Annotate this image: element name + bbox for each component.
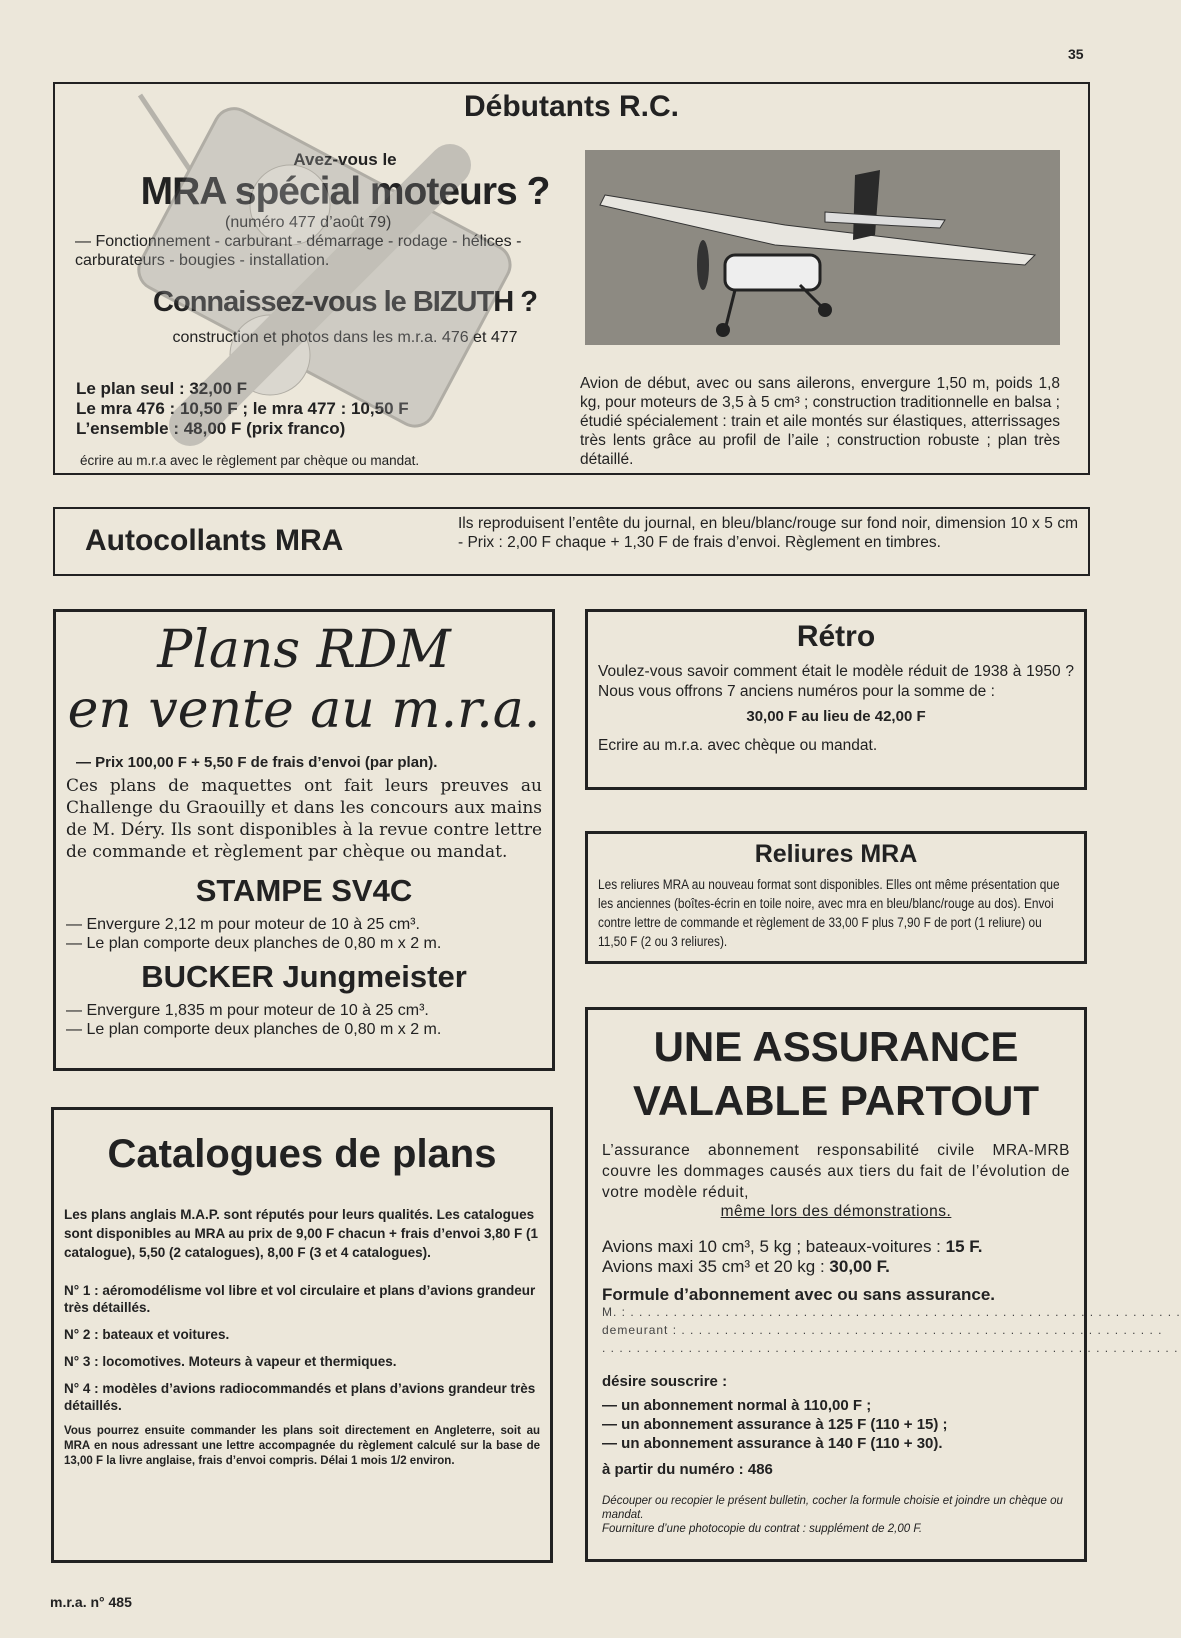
assurance-title-2: VALABLE PARTOUT (633, 1077, 1039, 1124)
catalogues-intro: Les plans anglais M.A.P. sont réputés pour leurs qualités. Les catalogues sont disponibles au MRA au prix de 9,00 F chacun + frais d’envoi 3,80 F (1 catalogue), 5,50 (2 catalogues), 8,00 F (3 et 4 catalogues). (64, 1207, 538, 1260)
assurance-emphasis: même lors des démonstrations. (720, 1203, 952, 1220)
model-stampe-title: STAMPE SV4C (195, 873, 413, 908)
model-bucker-title: BUCKER Jungmeister (141, 959, 467, 994)
retro-text: Voulez-vous savoir comment était le modèle réduit de 1938 à 1950 ? Nous vous offrons 7 anciens numéros pour la somme de : (598, 663, 1074, 700)
reliures-title: Reliures MRA (754, 840, 918, 868)
subscription-option[interactable]: — un abonnement assurance à 140 F (110 + 30). (602, 1435, 943, 1452)
assurance-note-1: Découper ou recopier le présent bulletin, cocher la formule choisie et joindre un chèque ou mandat. (602, 1495, 1063, 1521)
autocollants-text: Ils reproduisent l’entête du journal, en bleu/blanc/rouge sur fond noir, dimension 10 x 5 cm - Prix : 2,00 F chaque + 1,30 F de frais d’envoi. Règlement en timbres. (458, 515, 1078, 551)
reliures-box (585, 831, 1087, 964)
address-field-2[interactable]: . . . . . . . . . . . . . . . . . . . . . . . . . . . . . . . . . . . . . . . . . . . . . . . . . . . . . . . . . . . . . . . . . . . (602, 1341, 1179, 1355)
rate-2-price: 30,00 F. (829, 1257, 890, 1276)
headline-mra-special: MRA spécial moteurs ? (140, 170, 550, 213)
name-label: M. : (602, 1305, 626, 1319)
stampe-line: — Le plan comporte deux planches de 0,80 m x 2 m. (66, 935, 442, 952)
price-ensemble: L’ensemble : 48,00 F (prix franco) (76, 419, 346, 438)
assurance-title-1: UNE ASSURANCE (653, 1023, 1019, 1070)
catalogues-box (51, 1107, 553, 1563)
rate-1-price: 15 F. (945, 1237, 983, 1256)
rate-1-text: Avions maxi 10 cm³, 5 kg ; bateaux-voitures : (602, 1237, 946, 1256)
order-note: écrire au m.r.a avec le règlement par chèque ou mandat. (80, 453, 420, 468)
catalogue-item: N° 2 : bateaux et voitures. (64, 1327, 230, 1342)
assurance-note-2: Fourniture d’une photocopie du contrat : supplément de 2,00 F. (602, 1523, 923, 1535)
bucker-line: — Envergure 1,835 m pour moteur de 10 à 25 cm³. (66, 1002, 429, 1019)
retro-order: Ecrire au m.r.a. avec chèque ou mandat. (598, 737, 878, 754)
reliures-text: Les reliures MRA au nouveau format sont disponibles. Elles ont même présentation que les anciennes (boîtes-écrin en toile noire, avec mra en bleu/blanc/rouge au dos). Envoi contre lettre de commande et règlement de 33,00 F plus 7,90 F de port (1 reliure) ou 11,50 F (2 ou 3 reliures). (598, 877, 1060, 949)
headline-bizuth: Connaissez-vous le BIZUTH ? (153, 286, 537, 318)
plans-rdm-box (53, 609, 555, 1071)
issue-note: (numéro 477 d’août 79) (225, 214, 392, 231)
retro-price: 30,00 F au lieu de 42,00 F (746, 708, 926, 725)
kicker: Avez-vous le (293, 150, 397, 169)
catalogues-title: Catalogues de plans (107, 1132, 497, 1176)
catalogue-item: N° 4 : modèles d’avions radiocommandés et plans d’avions grandeur très détaillés. (64, 1381, 536, 1413)
stampe-line: — Envergure 2,12 m pour moteur de 10 à 25 cm³. (66, 916, 420, 933)
page-number: 35 (1068, 46, 1084, 62)
autocollants-box (53, 507, 1090, 576)
topics: — Fonctionnement - carburant - démarrage - rodage - hélices - carburateurs - bougies - installation. (75, 233, 522, 269)
name-field[interactable]: M. : . . . . . . . . . . . . . . . . . . . . . . . . . . . . . . . . . . . . . . . . . . . . . . . . . . . . . . . . . . . . . . . . (602, 1305, 1181, 1319)
catalogue-item: N° 3 : locomotives. Moteurs à vapeur et thermiques. (64, 1354, 397, 1369)
retro-box (585, 609, 1087, 790)
subscription-option[interactable]: — un abonnement assurance à 125 F (110 + 15) ; (602, 1416, 948, 1433)
assurance-intro: L’assurance abonnement responsabilité civile MRA-MRB couvre les dommages causés aux tiers du fait de l’évolution de votre modèle réduit, (602, 1142, 1070, 1201)
model-airplane-photo (585, 150, 1060, 345)
subscription-option[interactable]: — un abonnement normal à 110,00 F ; (602, 1397, 872, 1414)
plans-rdm-title: Plans RDM (157, 620, 451, 680)
rate-2-text: Avions maxi 35 cm³ et 20 kg : (602, 1257, 830, 1276)
debutants-title: Débutants R.C. (463, 90, 679, 123)
address-label: demeurant : (602, 1323, 678, 1337)
subscribe-label: désire souscrire : (602, 1373, 728, 1390)
price-mra: Le mra 476 : 10,50 F ; le mra 477 : 10,50 F (76, 399, 409, 418)
bucker-line: — Le plan comporte deux planches de 0,80 m x 2 m. (66, 1021, 442, 1038)
plane-description: Avion de début, avec ou sans ailerons, envergure 1,50 m, poids 1,8 kg, pour moteurs de 3,5 à 5 cm³ ; construction traditionnelle en balsa ; étudié spécialement : train et aile montés sur élastiques, atterrissages très lents grâce au profil de l’aile ; construction robuste ; plan très détaillé. (580, 375, 1060, 468)
catalogue-item: N° 1 : aéromodélisme vol libre et vol circulaire et plans d’avions grandeur très détaillés. (64, 1283, 536, 1315)
autocollants-title: Autocollants MRA (85, 524, 344, 557)
start-issue: à partir du numéro : 486 (602, 1461, 773, 1478)
price-plan: Le plan seul : 32,00 F (76, 379, 248, 398)
catalogues-footer: Vous pourrez ensuite commander les plans soit directement en Angleterre, soit au MRA en nous adressant une lettre accompagnée du règlement calculé sur la base de 13,00 F la livre anglaise, frais d’envoi compris. Délai 1 mois 1/2 environ. (64, 1425, 540, 1467)
plans-rdm-intro: Ces plans de maquettes ont fait leurs preuves au Challenge du Graouilly et dans les concours aux mains de M. Déry. Ils sont disponibles à la revue contre lettre de commande et règlement par chèque ou mandat. (66, 776, 542, 862)
address-field[interactable]: demeurant : . . . . . . . . . . . . . . . . . . . . . . . . . . . . . . . . . . . . . . . . . . . . . . . . . . . . . . . . (602, 1323, 1163, 1337)
issue-footer: m.r.a. n° 485 (50, 1594, 132, 1610)
retro-title: Rétro (796, 620, 876, 653)
construction-note: construction et photos dans les m.r.a. 476 et 477 (172, 329, 518, 346)
form-title: Formule d’abonnement avec ou sans assurance. (602, 1285, 996, 1304)
plans-rdm-subtitle: en vente au m.r.a. (67, 680, 541, 740)
assurance-box (585, 1007, 1181, 1562)
plans-rdm-price: — Prix 100,00 F + 5,50 F de frais d’envoi (par plan). (76, 754, 438, 771)
